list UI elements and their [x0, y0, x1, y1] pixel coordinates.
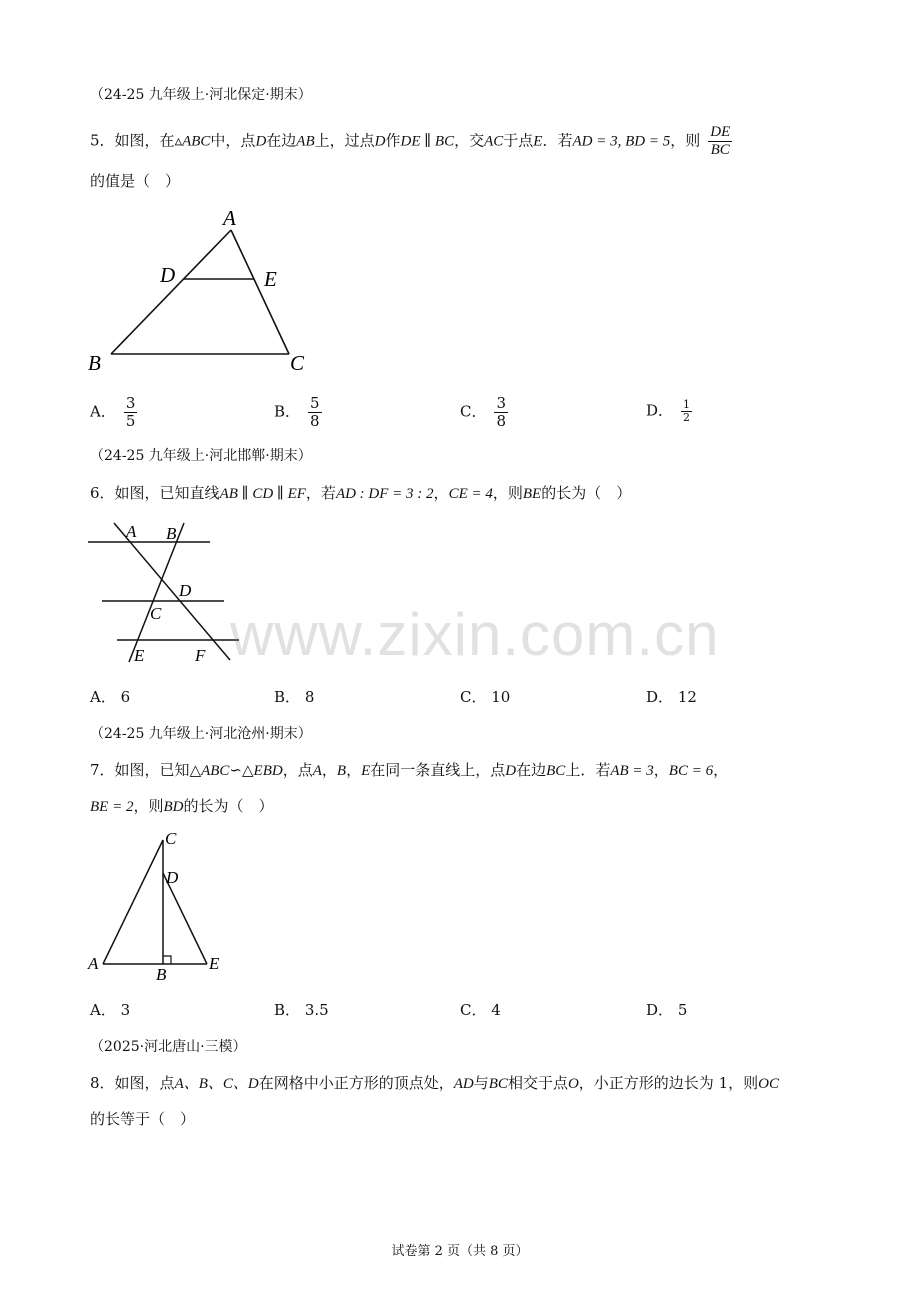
option-letter: C．: [460, 688, 487, 706]
q5-text: 中，点: [210, 131, 256, 150]
q7-side-ac: [103, 840, 163, 964]
q7-point: E: [361, 763, 371, 779]
fraction-den: 8: [310, 412, 320, 430]
q8-segment: OC: [758, 1076, 779, 1092]
q5-option-b[interactable]: [274, 395, 322, 430]
fraction-num: 3: [125, 394, 136, 412]
fraction-den: 5: [125, 412, 136, 430]
q7-text: 在边: [516, 761, 547, 779]
q5-text: 作: [385, 131, 401, 150]
q5-stem-line1: [90, 124, 732, 159]
option-fraction: [308, 395, 322, 430]
q7-point: D: [505, 763, 517, 779]
q6-figure: [80, 515, 250, 670]
option-letter: A．: [90, 402, 116, 421]
q7-text: ，: [713, 761, 729, 779]
q8-number: 8．: [90, 1074, 115, 1092]
q7-bc: BC = 6: [668, 763, 714, 779]
q6-label-a: A: [126, 522, 137, 541]
q7-option-c[interactable]: [460, 999, 501, 1020]
q5-tri: ▵ABC: [174, 133, 211, 150]
q6-option-c[interactable]: [460, 686, 510, 707]
q5-point: D: [374, 133, 386, 150]
q6-label-c: C: [150, 604, 162, 623]
option-value: 6: [120, 688, 131, 706]
q8-text: 与: [473, 1074, 489, 1092]
q7-text: 如图，已知: [114, 761, 190, 779]
q6-text: ，: [433, 484, 449, 502]
q7-similar: △ABC∽△EBD: [189, 763, 283, 779]
q7-segment: BC: [546, 763, 566, 779]
q8-point: O: [567, 1076, 579, 1092]
q5-fraction: [708, 124, 732, 159]
q5-label-b: B: [88, 351, 101, 375]
q7-label-e: E: [209, 954, 220, 973]
q7-option-d[interactable]: [646, 999, 687, 1020]
q7-stem-line2: [90, 795, 273, 818]
q5-point: D: [255, 133, 267, 150]
q5-segment: AB: [296, 133, 315, 150]
q5-text: ，则: [670, 131, 701, 150]
option-value: 5: [677, 1001, 688, 1019]
option-fraction: [681, 399, 692, 424]
q7-text: ，点: [282, 761, 313, 779]
option-letter: B．: [274, 402, 301, 421]
q7-option-a[interactable]: [90, 999, 130, 1020]
q7-source: （24-25 九年级上·河北沧州·期末）: [90, 726, 312, 742]
q7-point: B: [336, 763, 347, 779]
q6-option-a[interactable]: [90, 686, 130, 707]
q7-bd: BD: [163, 799, 184, 815]
option-letter: C．: [460, 402, 487, 421]
option-value: 12: [677, 688, 697, 706]
q5-option-a[interactable]: [90, 395, 137, 430]
q6-source: （24-25 九年级上·河北邯郸·期末）: [90, 448, 312, 464]
q5-label-c: C: [290, 351, 305, 375]
q6-option-b[interactable]: [274, 686, 314, 707]
q5-fraction-den: BC: [710, 142, 730, 158]
q7-stem-line1: [90, 759, 728, 782]
q5-side-ac: [231, 230, 289, 354]
q7-text: 在同一条直线上，点: [370, 761, 506, 779]
q6-be: BE: [522, 486, 542, 502]
fraction-den: 2: [683, 411, 691, 424]
q5-text: 于点: [503, 131, 534, 150]
q5-label-d: D: [160, 263, 176, 287]
q5-point: E: [533, 133, 543, 150]
option-value: 3.5: [304, 1001, 329, 1019]
q7-ab: AB = 3: [610, 763, 654, 779]
option-letter: B．: [274, 1001, 301, 1019]
q6-label-b: B: [166, 524, 177, 543]
q8-stem-line2: 的长等于（ ）: [90, 1110, 196, 1128]
q7-right-angle-mark: [163, 956, 171, 964]
watermark: www.zixin.com.cn: [230, 601, 720, 668]
q6-ce: CE = 4: [448, 486, 493, 502]
q5-parallel: DE ∥ BC: [400, 133, 455, 150]
fraction-num: 5: [310, 394, 320, 412]
q5-number: 5．: [90, 131, 115, 150]
q7-text: 上．若: [565, 761, 611, 779]
q5-text: ．若: [542, 131, 573, 150]
q5-label-a: A: [223, 206, 236, 230]
q6-text: ，若: [305, 484, 336, 502]
option-letter: A．: [90, 688, 116, 706]
fraction-den: 8: [496, 412, 507, 430]
q8-points: A、B、C、D: [174, 1076, 259, 1092]
q8-segment: AD: [453, 1076, 474, 1092]
q6-parallel: AB ∥ CD ∥ EF: [219, 486, 306, 502]
q6-option-d[interactable]: [646, 686, 697, 707]
fraction-num: 1: [683, 398, 691, 411]
q7-text: 的长为（ ）: [183, 797, 274, 815]
q5-source: （24-25 九年级上·河北保定·期末）: [90, 87, 312, 103]
fraction-num: 3: [496, 394, 507, 412]
q7-text: ，: [321, 761, 337, 779]
q8-source: （2025·河北唐山·三模）: [90, 1039, 247, 1055]
q7-point: A: [312, 763, 322, 779]
option-value: 3: [120, 1001, 131, 1019]
q6-transversal-be: [129, 523, 184, 662]
q8-stem-line1: [90, 1072, 779, 1095]
q7-figure: [80, 825, 230, 985]
q7-text: ，: [346, 761, 362, 779]
q5-option-c[interactable]: [460, 395, 508, 430]
option-value: 10: [491, 688, 511, 706]
q8-text: ，小正方形的边长为 1，则: [578, 1074, 759, 1092]
q6-text: ，则: [492, 484, 523, 502]
q8-text: 如图，点: [114, 1074, 175, 1092]
q5-text: 如图，在: [114, 131, 175, 150]
q6-ratio: AD : DF = 3 : 2: [335, 486, 434, 502]
q6-text: 的长为（ ）: [541, 484, 632, 502]
q8-segment: BC: [488, 1076, 508, 1092]
q6-label-d: D: [179, 581, 192, 600]
q7-text: ，: [653, 761, 669, 779]
option-letter: D．: [646, 1001, 674, 1019]
option-letter: C．: [460, 1001, 487, 1019]
q7-be: BE = 2: [90, 799, 134, 815]
q5-fraction-num: DE: [710, 124, 731, 140]
q5-text: ，交: [454, 131, 485, 150]
q6-stem: [90, 482, 631, 505]
q5-segment: AC: [484, 133, 504, 150]
q6-label-e: E: [134, 646, 145, 665]
option-letter: D．: [646, 401, 674, 420]
option-letter: B．: [274, 688, 301, 706]
q6-text: 如图，已知直线: [114, 484, 220, 502]
option-fraction: [124, 395, 138, 430]
q7-label-d: D: [166, 868, 179, 887]
q5-text: 上，过点: [314, 131, 375, 150]
option-letter: D．: [646, 688, 674, 706]
q7-label-c: C: [165, 829, 177, 848]
q5-label-e: E: [264, 267, 277, 291]
q8-text: 相交于点: [507, 1074, 568, 1092]
q5-figure: [80, 200, 320, 380]
q8-text: 在网格中小正方形的顶点处，: [258, 1074, 454, 1092]
q7-label-b: B: [156, 965, 167, 984]
option-letter: A．: [90, 1001, 116, 1019]
q7-text: ，则: [133, 797, 164, 815]
page-footer: 试卷第 2 页（共 8 页）: [391, 1244, 529, 1259]
option-value: 4: [491, 1001, 501, 1019]
q5-condition: AD = 3, BD = 5: [572, 133, 671, 150]
q7-label-a: A: [88, 954, 99, 973]
q5-text: 在边: [266, 131, 297, 150]
option-value: 8: [304, 688, 315, 706]
q7-number: 7．: [90, 761, 115, 779]
q7-option-b[interactable]: [274, 999, 329, 1020]
option-fraction: [494, 395, 508, 430]
q6-number: 6．: [90, 484, 115, 502]
q5-side-ab: [111, 230, 231, 354]
q5-option-d[interactable]: [646, 399, 692, 424]
q6-label-f: F: [195, 646, 206, 665]
q5-stem-line2: 的值是（ ）: [90, 172, 181, 190]
